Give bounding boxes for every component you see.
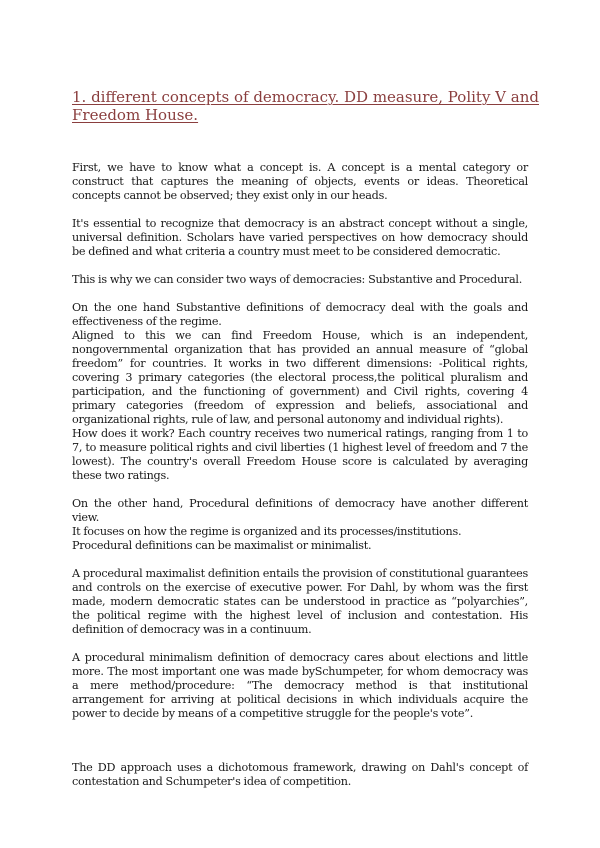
paragraph-dd-approach: The DD approach uses a dichotomous framework, drawing on Dahl's concept of contestation and Schumpeter's idea of competition. [72, 761, 528, 788]
paragraph-freedom-house: Aligned to this we can find Freedom House, which is an independent, nongovernmental organization that has provided an annual measure of “global freedom” for countries. It works in two different dimensions: -Political rights, covering 3 primary categories (the electoral process,the political pluralism and participation, and the functioning of government) and Civil rights, covering 4 primary categories (freedom of expression and beliefs, associational and organizational rights, rule of law, and personal autonomy and individual rights). [72, 329, 528, 426]
paragraph-substantive: On the one hand Substantive definitions of democracy deal with the goals and effectiveness of the regime. [72, 301, 528, 328]
section-heading: 1. different concepts of democracy. DD measure, Polity V and Freedom House. [72, 88, 539, 124]
paragraph-procedural-focus: It focuses on how the regime is organized and its processes/institutions. [72, 525, 462, 538]
paragraph-two-ways: This is why we can consider two ways of democracies: Substantive and Procedural. [72, 273, 523, 286]
paragraph-minimalist: A procedural minimalism definition of democracy cares about elections and little more. The most important one was made bySchumpeter, for whom democracy was a mere method/procedure: “The democracy method is that institutional arrangement for arriving at political decisions in which individuals acquire the power to decide by means of a competitive struggle for the people's vote”. [72, 651, 528, 720]
paragraph-maximalist: A procedural maximalist definition entails the provision of constitutional guarantees and controls on the exercise of executive power. For Dahl, by whom was the first made, modern democratic states can be understood in practice as “polyarchies”, the political regime with the highest level of inclusion and contestation. His definition of democracy was in a continuum. [72, 567, 528, 636]
paragraph-procedural-types: Procedural definitions can be maximalist or minimalist. [72, 539, 372, 552]
paragraph-freedom-house-ratings: How does it work? Each country receives two numerical ratings, ranging from 1 to 7, to measure political rights and civil liberties (1 highest level of freedom and 7 the lowest). The country's overall Freedom House score is calculated by averaging these two ratings. [72, 427, 528, 482]
paragraph-procedural: On the other hand, Procedural definitions of democracy have another different view. [72, 497, 528, 524]
paragraph-concept-definition: First, we have to know what a concept is. A concept is a mental category or construct that captures the meaning of objects, events or ideas. Theoretical concepts cannot be observed; they exist only in our heads. [72, 161, 528, 202]
paragraph-democracy-abstract: It's essential to recognize that democracy is an abstract concept without a single, universal definition. Scholars have varied perspectives on how democracy should be defined and what criteria a country must meet to be considered democratic. [72, 217, 528, 258]
document-body [72, 161, 528, 789]
